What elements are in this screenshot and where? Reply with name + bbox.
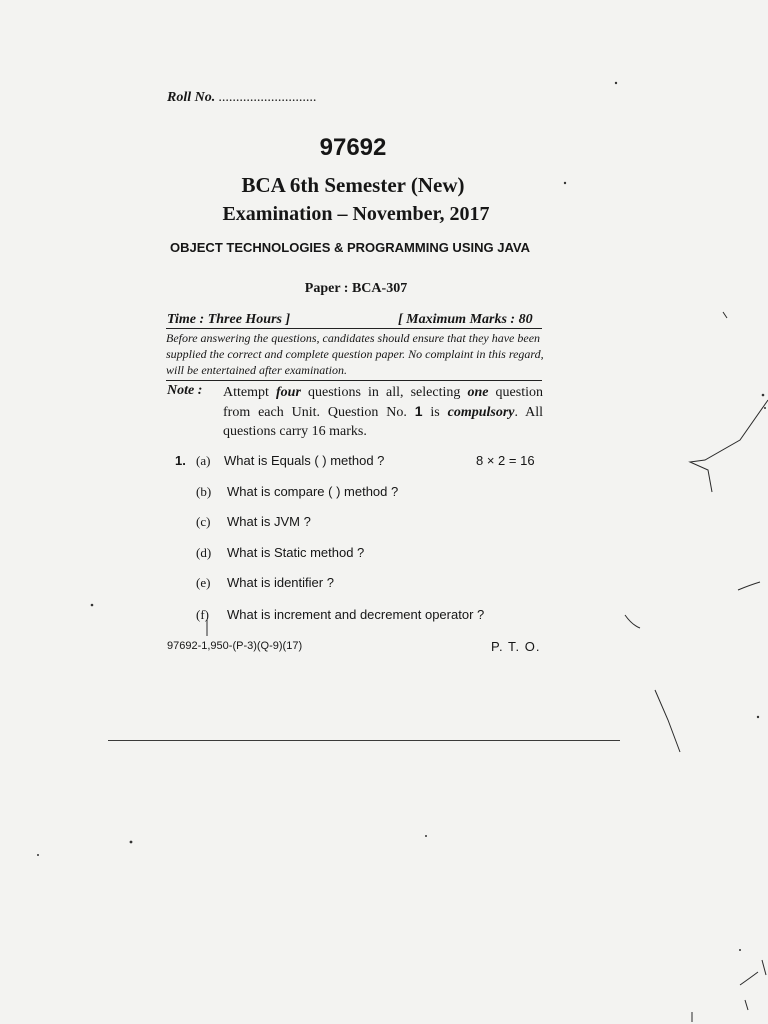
please-turn-over: P. T. O. xyxy=(491,639,541,654)
scan-dot xyxy=(37,854,39,856)
roll-number-dots: ............................ xyxy=(218,90,317,105)
note-text-part: questions in all, selecting xyxy=(300,385,468,400)
note-text-part: . All questions carry 16 marks. xyxy=(223,405,543,439)
note-text-part: question from each Unit. Question No. xyxy=(223,385,543,420)
scan-dot xyxy=(757,716,759,718)
note-text-part: Attempt xyxy=(223,385,276,400)
scan-stroke xyxy=(625,615,640,628)
scan-stroke xyxy=(745,1000,748,1010)
scan-stroke xyxy=(655,690,680,752)
scan-stroke xyxy=(762,960,766,975)
question-part-text: What is Static method ? xyxy=(227,545,365,560)
maximum-marks: [ Maximum Marks : 80 xyxy=(398,312,533,327)
question-part-text: What is identifier ? xyxy=(227,575,334,590)
course-title: BCA 6th Semester (New) xyxy=(241,173,465,197)
question-part-text: What is Equals ( ) method ? xyxy=(224,453,385,468)
scan-dot xyxy=(564,182,566,184)
exam-title: Examination – November, 2017 xyxy=(222,203,490,225)
scan-stroke xyxy=(723,312,727,318)
note-text-part: is xyxy=(422,405,448,420)
paper-number: Paper : BCA-307 xyxy=(304,281,408,296)
question-part-text: What is compare ( ) method ? xyxy=(227,484,399,499)
scan-dot xyxy=(739,949,741,951)
question-marks: 8 × 2 = 16 xyxy=(476,453,535,468)
question-part-text: What is increment and decrement operator ? xyxy=(227,607,485,622)
roll-number-label: Roll No. xyxy=(167,90,216,105)
question-part-text: What is JVM ? xyxy=(227,514,311,529)
note-label: Note : xyxy=(167,383,203,398)
question-part-label: (f) xyxy=(196,607,209,622)
paper-code: 97692 xyxy=(319,134,387,161)
note-emphasis: one xyxy=(467,385,489,400)
question-part-label: (c) xyxy=(196,514,211,529)
scan-stroke xyxy=(738,582,760,590)
question-number: 1. xyxy=(175,453,186,468)
scan-dot xyxy=(615,82,617,84)
question-part-label: (b) xyxy=(196,484,212,499)
question-part-label: (a) xyxy=(196,453,211,468)
question-part-label: (d) xyxy=(196,545,212,560)
subject-title: OBJECT TECHNOLOGIES & PROGRAMMING USING JAVA xyxy=(170,240,530,255)
note-emphasis: 1 xyxy=(414,403,423,419)
scan-stroke xyxy=(740,972,758,985)
candidate-instruction: Before answering the questions, candidates should ensure that they have been supplied the correct and complete question paper. No complaint in this regard, will be entertained after examination. xyxy=(166,331,544,377)
scan-dot xyxy=(91,604,94,607)
scan-stroke xyxy=(690,400,768,492)
scan-dot xyxy=(762,394,765,397)
scan-dot xyxy=(764,407,766,409)
scan-dot xyxy=(130,841,133,844)
note-emphasis: four xyxy=(276,385,301,400)
scan-dot xyxy=(425,835,427,837)
time-allowed: Time : Three Hours ] xyxy=(167,312,291,327)
note-emphasis: compulsory xyxy=(447,405,515,420)
question-part-label: (e) xyxy=(196,575,211,590)
print-code: 97692-1,950-(P-3)(Q-9)(17) xyxy=(167,640,303,652)
